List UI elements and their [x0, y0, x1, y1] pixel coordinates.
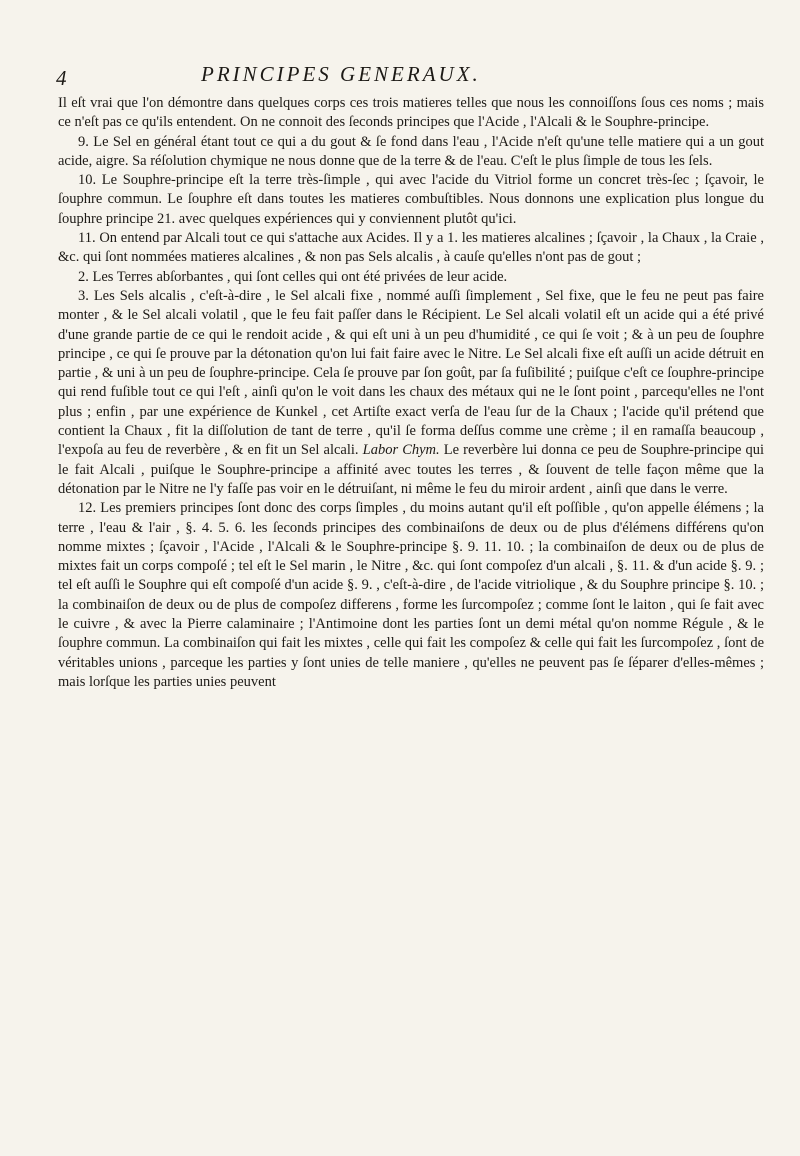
page-number: 4: [56, 66, 67, 90]
paragraph-10: 10. Le Souphre-principe eſt la terre très-ſimple , qui avec l'acide du Vitriol forme un concret très-ſec ; ſçavoir, le ſouphre commun. Le ſouphre eſt dans toutes les matieres combuſtibles. Nous donnons une explication plus longue du ſouphre principe 21. avec quelques expériences qui y conviennent plutôt qu'ici.: [58, 172, 764, 227]
paragraph-11-item-3-text: 3. Les Sels alcalis , c'eſt-à-dire , le Sel alcali fixe , nommé auſſi ſimplement , Sel fixe, que le feu ne peut pas faire monter , & le Sel alcali volatil , que le feu fait paſſer dans le Récipient. Le Sel alcali volatil eſt un acide qui a été privé d'une grande partie de ce qui le rendoit acide , & qui eſt uni à un peu d'humidité , ce qui ſe voit ; & à un peu de ſouphre principe , ce qui ſe prouve par la détonation qu'on lui fait faire avec le Nitre. Le Sel alcali fixe eſt auſſi un acide détruit en partie , & uni à un peu de ſouphre-principe. Cela ſe prouve par ſon goût, par ſa fuſibilité ; puiſque c'eſt ce ſouphre-principe qui rend fuſible tout ce qui l'eſt , ainſi qu'on le voit dans les chaux des métaux qui ne le ſont point , parcequ'elles ne l'ont plus ; enfin , par une expérience de Kunkel , cet Artiſte exact verſa de l'eau ſur de la Chaux ; l'acide qu'il prétend que contient la Chaux , fit la diſſolution de tant de terre , qu'il ſe forma deſſus comme une crème ; il en ramaſſa beaucoup , l'expoſa au feu de reverbère , & en fit un Sel alcali.: [58, 287, 764, 459]
paragraph-11-item-3: [58, 287, 764, 499]
paragraph-12: 12. Les premiers principes ſont donc des corps ſimples , du moins autant qu'il eſt poſſible , qu'on appelle élémens ; la terre , l'eau & l'air , §. 4. 5. 6. les ſeconds principes des combinaiſons de deux ou de plus d'élémens différens qu'on nomme mixtes ; ſçavoir , l'Acide , l'Alcali & le Souphre-principe §. 9. 11. 10. ; la combinaiſon de deux ou de plus de mixtes fait un corps compoſé ; tel eſt le Sel marin , le Nitre , &c. qui ſont compoſez d'un alcali , §. 11. & d'un acide §. 9. ; tel eſt auſſi le Souphre qui eſt compoſé d'un acide §. 9. , c'eſt-à-dire , de l'acide vitriolique , & du Souphre principe §. 10. ; la combinaiſon de deux ou de plus de compoſez differens , forme les ſurcompoſez ; comme ſont le laiton , qui ſe fait avec le cuivre , & avec la Pierre calaminaire ; l'Antimoine dont les parties ſont un demi métal qu'on nomme Régule , & le ſouphre commun. La combinaiſon qui fait les mixtes , celle qui fait les compoſez & celle qui fait les ſurcompoſez , ſont de véritables unions , parceque les parties y ſont unies de telle maniere , qu'elles ne peuvent pas ſe ſéparer d'elles-mêmes ; mais lorſque les parties unies peuvent: [58, 500, 764, 690]
running-head: [56, 60, 756, 90]
paragraph-9: 9. Le Sel en général étant tout ce qui a du gout & ſe fond dans l'eau , l'Acide n'eſt qu'une telle matiere qui a un gout acide, aigre. Sa réſolution chymique ne nous donne que de la terre & de l'eau. C'eſt le plus ſimple de tous les ſels.: [58, 133, 764, 169]
citation-labor-chym: Labor Chym.: [362, 442, 440, 459]
paragraph-11-item-2: 2. Les Terres abſorbantes , qui ſont celles qui ont été privées de leur acide.: [78, 268, 508, 285]
paragraph-11-item-3-continued: Le reverbère lui donna ce peu de Souphre-principe qui le fait Alcali , puiſque le Souphre-principe a affinité avec toutes les terres , & ſouvent de telle façon même que la détonation par le Nitre ne l'y faſſe pas voir en le détruiſant, ni même le feu du miroir ardent , ainſi que dans le verre.: [58, 442, 765, 497]
paragraph-intro: Il eſt vrai que l'on démontre dans quelques corps ces trois matieres telles que nous les connoiſſons ſous ces noms ; mais ce n'eſt pas ce qu'ils entendent. On ne connoit des ſeconds principes que l'Acide , l'Alcali & le Souphre-principe.: [58, 95, 764, 131]
body-text: [58, 94, 764, 692]
running-title: PRINCIPES GENERAUX.: [201, 62, 481, 86]
paragraph-11: 11. On entend par Alcali tout ce qui s'attache aux Acides. Il y a 1. les matieres alcalines ; ſçavoir , la Chaux , la Craie , &c. qui ſont nommées matieres alcalines , & non pas Sels alcalis , à cauſe qu'elles n'ont pas de gout ;: [58, 230, 764, 266]
